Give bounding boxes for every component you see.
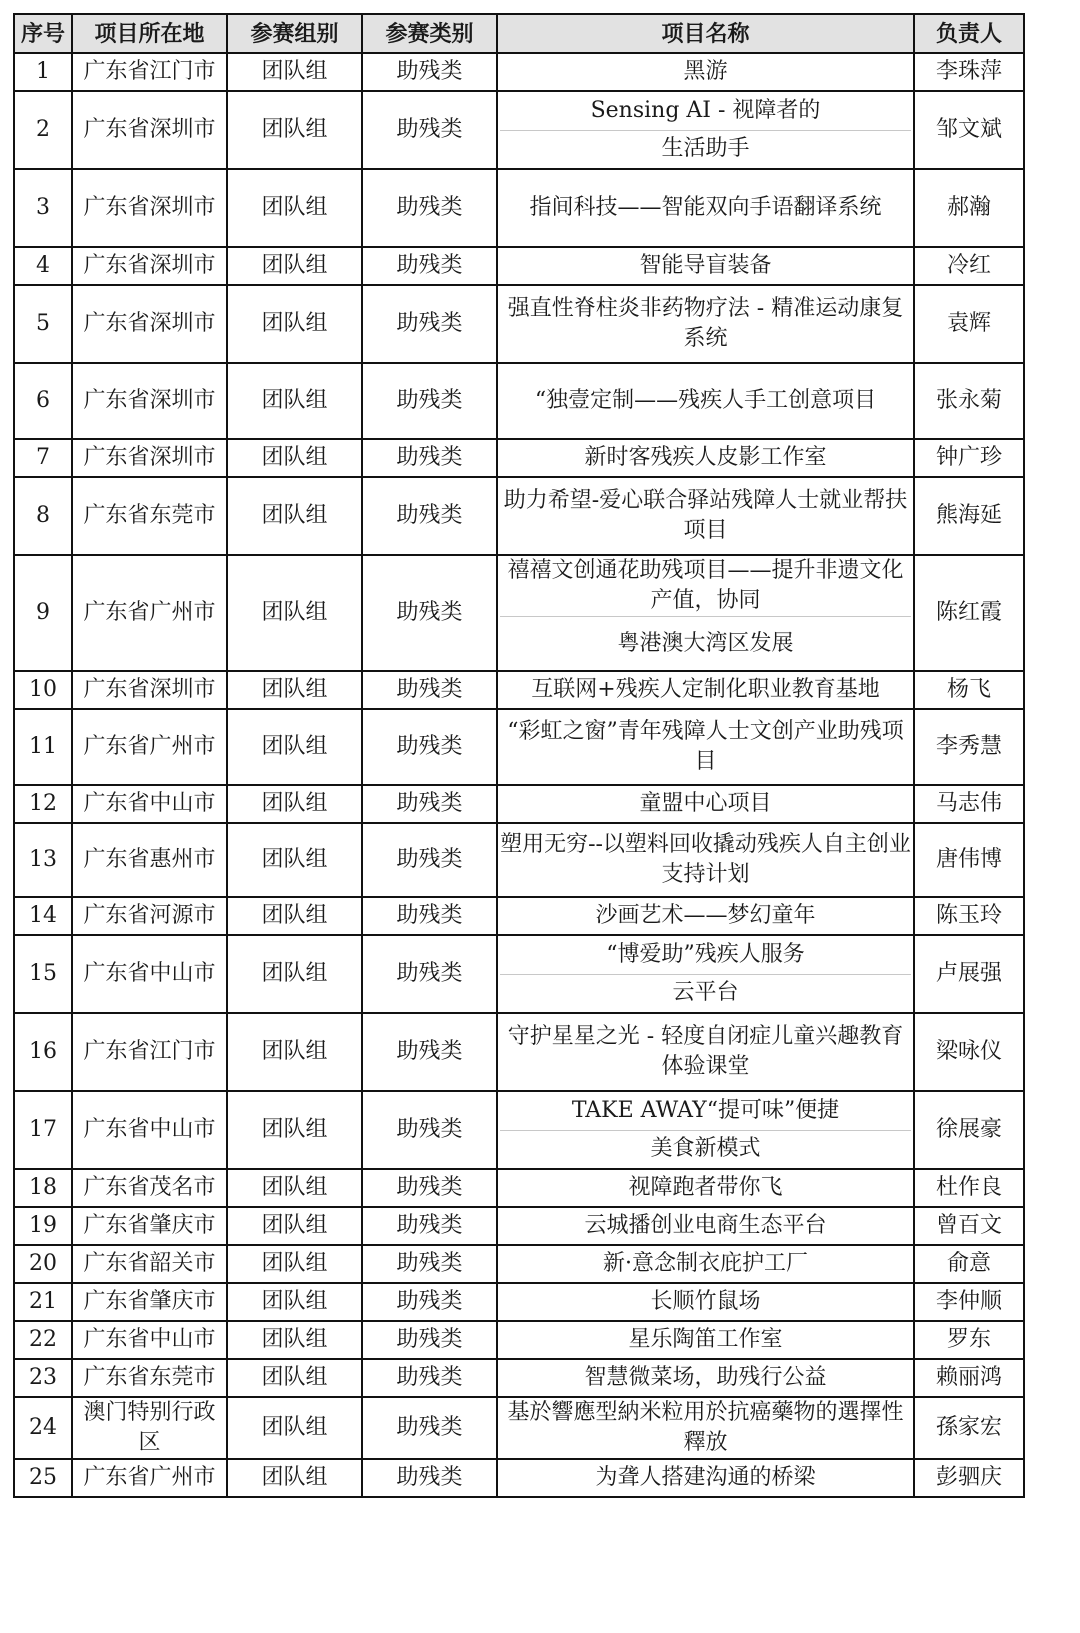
cell-index: 9 <box>14 555 72 671</box>
table-row <box>14 823 1024 897</box>
cell-location: 广东省深圳市 <box>72 439 227 477</box>
project-name-part: “博爱助”残疾人服务 <box>606 941 805 967</box>
project-name-part: 美食新模式 <box>500 1130 911 1169</box>
cell-location: 广东省广州市 <box>72 1459 227 1497</box>
cell-category: 助残类 <box>362 1207 497 1245</box>
cell-group: 团队组 <box>227 1091 362 1169</box>
cell-leader: 赖丽鸿 <box>914 1359 1024 1397</box>
header-location: 项目所在地 <box>72 14 227 53</box>
cell-location: 广东省深圳市 <box>72 363 227 439</box>
table-body <box>14 53 1024 1497</box>
cell-leader: 李珠萍 <box>914 53 1024 91</box>
project-name-part: 生活助手 <box>500 130 911 169</box>
project-name: 为聋人搭建沟通的桥梁 <box>595 1465 816 1490</box>
cell-group: 团队组 <box>227 709 362 785</box>
cell-category: 助残类 <box>362 555 497 671</box>
cell-category: 助残类 <box>362 1283 497 1321</box>
table-row <box>14 555 1024 671</box>
cell-index: 22 <box>14 1321 72 1359</box>
cell-leader: 卢展强 <box>914 935 1024 1013</box>
cell-category: 助残类 <box>362 935 497 1013</box>
cell-leader: 郝瀚 <box>914 169 1024 247</box>
cell-group: 团队组 <box>227 785 362 823</box>
cell-project <box>497 1359 914 1397</box>
cell-location: 广东省茂名市 <box>72 1169 227 1207</box>
header-row <box>14 14 1024 53</box>
cell-group: 团队组 <box>227 1207 362 1245</box>
cell-index: 4 <box>14 247 72 285</box>
cell-index: 6 <box>14 363 72 439</box>
cell-category: 助残类 <box>362 91 497 169</box>
cell-group: 团队组 <box>227 1283 362 1321</box>
project-name: 强直性脊柱炎非药物疗法 - 精准运动康复系统 <box>507 296 904 351</box>
cell-index: 1 <box>14 53 72 91</box>
cell-index: 25 <box>14 1459 72 1497</box>
cell-leader: 马志伟 <box>914 785 1024 823</box>
cell-leader: 徐展豪 <box>914 1091 1024 1169</box>
cell-leader: 曾百文 <box>914 1207 1024 1245</box>
cell-index: 2 <box>14 91 72 169</box>
project-name: 新·意念制衣庇护工厂 <box>603 1251 808 1276</box>
project-name: 童盟中心项目 <box>639 791 772 816</box>
cell-group: 团队组 <box>227 1321 362 1359</box>
cell-project <box>497 935 914 1013</box>
cell-leader: 袁辉 <box>914 285 1024 363</box>
project-name: 助力希望-爱心联合驿站残障人士就业帮扶项目 <box>503 488 908 543</box>
project-name: 黑游 <box>683 59 728 84</box>
cell-group: 团队组 <box>227 897 362 935</box>
cell-group: 团队组 <box>227 53 362 91</box>
cell-location: 广东省肇庆市 <box>72 1207 227 1245</box>
cell-index: 14 <box>14 897 72 935</box>
cell-project <box>497 1169 914 1207</box>
project-name: 沙画艺术——梦幻童年 <box>595 903 816 928</box>
cell-location: 澳门特别行政区 <box>72 1397 227 1459</box>
table-row <box>14 709 1024 785</box>
cell-group: 团队组 <box>227 1459 362 1497</box>
cell-location: 广东省肇庆市 <box>72 1283 227 1321</box>
cell-project <box>497 363 914 439</box>
header-index: 序号 <box>14 14 72 53</box>
cell-leader: 孫家宏 <box>914 1397 1024 1459</box>
header-project: 项目名称 <box>497 14 914 53</box>
cell-category: 助残类 <box>362 671 497 709</box>
cell-location: 广东省江门市 <box>72 1013 227 1091</box>
cell-leader: 熊海延 <box>914 477 1024 555</box>
cell-location: 广东省深圳市 <box>72 91 227 169</box>
cell-leader: 俞意 <box>914 1245 1024 1283</box>
cell-group: 团队组 <box>227 1397 362 1459</box>
cell-leader: 冷红 <box>914 247 1024 285</box>
cell-group: 团队组 <box>227 247 362 285</box>
cell-index: 11 <box>14 709 72 785</box>
cell-location: 广东省广州市 <box>72 555 227 671</box>
cell-project <box>497 823 914 897</box>
cell-category: 助残类 <box>362 1397 497 1459</box>
project-name-part: 禧禧文创通花助残项目——提升非遗文化产值，协同 <box>507 558 904 613</box>
cell-index: 20 <box>14 1245 72 1283</box>
cell-group: 团队组 <box>227 91 362 169</box>
table-row <box>14 477 1024 555</box>
cell-category: 助残类 <box>362 823 497 897</box>
cell-group: 团队组 <box>227 363 362 439</box>
table-row <box>14 53 1024 91</box>
table-row <box>14 1397 1024 1459</box>
cell-group: 团队组 <box>227 823 362 897</box>
project-name-part: Sensing AI - 视障者的 <box>590 97 821 123</box>
cell-leader: 李仲顺 <box>914 1283 1024 1321</box>
cell-leader: 李秀慧 <box>914 709 1024 785</box>
cell-index: 21 <box>14 1283 72 1321</box>
cell-group: 团队组 <box>227 285 362 363</box>
cell-group: 团队组 <box>227 935 362 1013</box>
table-row <box>14 439 1024 477</box>
cell-category: 助残类 <box>362 1245 497 1283</box>
cell-leader: 杨飞 <box>914 671 1024 709</box>
table-row <box>14 1207 1024 1245</box>
table-row <box>14 247 1024 285</box>
cell-index: 3 <box>14 169 72 247</box>
project-name: 指间科技——智能双向手语翻译系统 <box>529 195 882 220</box>
cell-project <box>497 785 914 823</box>
cell-leader: 陈红霞 <box>914 555 1024 671</box>
cell-project <box>497 1245 914 1283</box>
cell-location: 广东省广州市 <box>72 709 227 785</box>
table-row <box>14 169 1024 247</box>
cell-category: 助残类 <box>362 1091 497 1169</box>
cell-project <box>497 91 914 169</box>
cell-project <box>497 709 914 785</box>
cell-category: 助残类 <box>362 1359 497 1397</box>
cell-leader: 罗东 <box>914 1321 1024 1359</box>
project-table <box>13 13 1025 1498</box>
cell-project <box>497 1283 914 1321</box>
header-group: 参赛组别 <box>227 14 362 53</box>
project-name: 互联网+残疾人定制化职业教育基地 <box>531 677 880 702</box>
table-row <box>14 1283 1024 1321</box>
table-row <box>14 785 1024 823</box>
cell-leader: 梁咏仪 <box>914 1013 1024 1091</box>
cell-project <box>497 439 914 477</box>
cell-leader: 杜作良 <box>914 1169 1024 1207</box>
cell-location: 广东省韶关市 <box>72 1245 227 1283</box>
project-name: 智能导盲装备 <box>639 253 772 278</box>
cell-location: 广东省深圳市 <box>72 671 227 709</box>
cell-category: 助残类 <box>362 285 497 363</box>
table-row <box>14 671 1024 709</box>
table-row <box>14 935 1024 1013</box>
cell-location: 广东省深圳市 <box>72 169 227 247</box>
header-category: 参赛类别 <box>362 14 497 53</box>
cell-category: 助残类 <box>362 1459 497 1497</box>
table-row <box>14 1091 1024 1169</box>
project-name: 云城播创业电商生态平台 <box>584 1213 827 1238</box>
cell-category: 助残类 <box>362 897 497 935</box>
table-row <box>14 363 1024 439</box>
cell-project <box>497 671 914 709</box>
cell-project <box>497 1321 914 1359</box>
cell-location: 广东省中山市 <box>72 1091 227 1169</box>
cell-leader: 张永菊 <box>914 363 1024 439</box>
cell-group: 团队组 <box>227 1169 362 1207</box>
cell-index: 12 <box>14 785 72 823</box>
cell-project <box>497 897 914 935</box>
cell-group: 团队组 <box>227 439 362 477</box>
cell-category: 助残类 <box>362 1321 497 1359</box>
project-name: 塑用无穷--以塑料回收撬动残疾人自主创业 支持计划 <box>500 832 911 887</box>
cell-group: 团队组 <box>227 477 362 555</box>
cell-index: 16 <box>14 1013 72 1091</box>
project-name: “彩虹之窗”青年残障人士文创产业助残项目 <box>507 719 904 774</box>
table-row <box>14 1013 1024 1091</box>
cell-category: 助残类 <box>362 477 497 555</box>
cell-category: 助残类 <box>362 785 497 823</box>
cell-category: 助残类 <box>362 439 497 477</box>
cell-location: 广东省中山市 <box>72 785 227 823</box>
cell-location: 广东省深圳市 <box>72 285 227 363</box>
table-row <box>14 1169 1024 1207</box>
cell-index: 24 <box>14 1397 72 1459</box>
cell-location: 广东省东莞市 <box>72 477 227 555</box>
cell-leader: 彭驷庆 <box>914 1459 1024 1497</box>
cell-location: 广东省惠州市 <box>72 823 227 897</box>
project-name: 新时客残疾人皮影工作室 <box>584 445 827 470</box>
cell-index: 15 <box>14 935 72 1013</box>
project-name: 长顺竹鼠场 <box>650 1289 761 1314</box>
project-name: 智慧微菜场，助残行公益 <box>584 1365 827 1390</box>
project-name: 星乐陶笛工作室 <box>628 1327 783 1352</box>
cell-location: 广东省河源市 <box>72 897 227 935</box>
cell-index: 10 <box>14 671 72 709</box>
cell-project <box>497 247 914 285</box>
cell-index: 13 <box>14 823 72 897</box>
project-name-part: 粤港澳大湾区发展 <box>500 616 911 670</box>
cell-leader: 邹文斌 <box>914 91 1024 169</box>
project-name: 视障跑者带你飞 <box>628 1175 783 1200</box>
cell-index: 8 <box>14 477 72 555</box>
table-row <box>14 897 1024 935</box>
table-row <box>14 1321 1024 1359</box>
cell-project <box>497 169 914 247</box>
cell-project <box>497 477 914 555</box>
cell-group: 团队组 <box>227 1245 362 1283</box>
table-row <box>14 285 1024 363</box>
cell-index: 18 <box>14 1169 72 1207</box>
cell-category: 助残类 <box>362 709 497 785</box>
cell-group: 团队组 <box>227 169 362 247</box>
cell-category: 助残类 <box>362 363 497 439</box>
project-name-part: 云平台 <box>500 974 911 1013</box>
cell-index: 5 <box>14 285 72 363</box>
project-name: 基於響應型納米粒用於抗癌藥物的選擇性釋放 <box>507 1400 904 1455</box>
cell-location: 广东省中山市 <box>72 1321 227 1359</box>
cell-location: 广东省东莞市 <box>72 1359 227 1397</box>
cell-category: 助残类 <box>362 1169 497 1207</box>
cell-index: 17 <box>14 1091 72 1169</box>
cell-category: 助残类 <box>362 169 497 247</box>
cell-category: 助残类 <box>362 247 497 285</box>
project-name-part: TAKE AWAY“提可味”便捷 <box>571 1097 840 1123</box>
cell-project <box>497 1397 914 1459</box>
header-leader: 负责人 <box>914 14 1024 53</box>
cell-project <box>497 1013 914 1091</box>
cell-index: 23 <box>14 1359 72 1397</box>
cell-leader: 钟广珍 <box>914 439 1024 477</box>
cell-index: 7 <box>14 439 72 477</box>
cell-group: 团队组 <box>227 1359 362 1397</box>
cell-index: 19 <box>14 1207 72 1245</box>
cell-project <box>497 1459 914 1497</box>
cell-group: 团队组 <box>227 555 362 671</box>
cell-location: 广东省江门市 <box>72 53 227 91</box>
cell-location: 广东省中山市 <box>72 935 227 1013</box>
cell-project <box>497 1207 914 1245</box>
cell-group: 团队组 <box>227 1013 362 1091</box>
table-row <box>14 1359 1024 1397</box>
project-name: 守护星星之光 - 轻度自闭症儿童兴趣教育体验课堂 <box>507 1024 904 1079</box>
cell-group: 团队组 <box>227 671 362 709</box>
cell-category: 助残类 <box>362 1013 497 1091</box>
table-row <box>14 1459 1024 1497</box>
cell-project <box>497 555 914 671</box>
cell-category: 助残类 <box>362 53 497 91</box>
table-row <box>14 91 1024 169</box>
table-row <box>14 1245 1024 1283</box>
cell-leader: 陈玉玲 <box>914 897 1024 935</box>
cell-project <box>497 1091 914 1169</box>
cell-location: 广东省深圳市 <box>72 247 227 285</box>
cell-project <box>497 285 914 363</box>
cell-project <box>497 53 914 91</box>
project-name: “独壹定制——残疾人手工创意项目 <box>534 388 877 413</box>
cell-leader: 唐伟博 <box>914 823 1024 897</box>
